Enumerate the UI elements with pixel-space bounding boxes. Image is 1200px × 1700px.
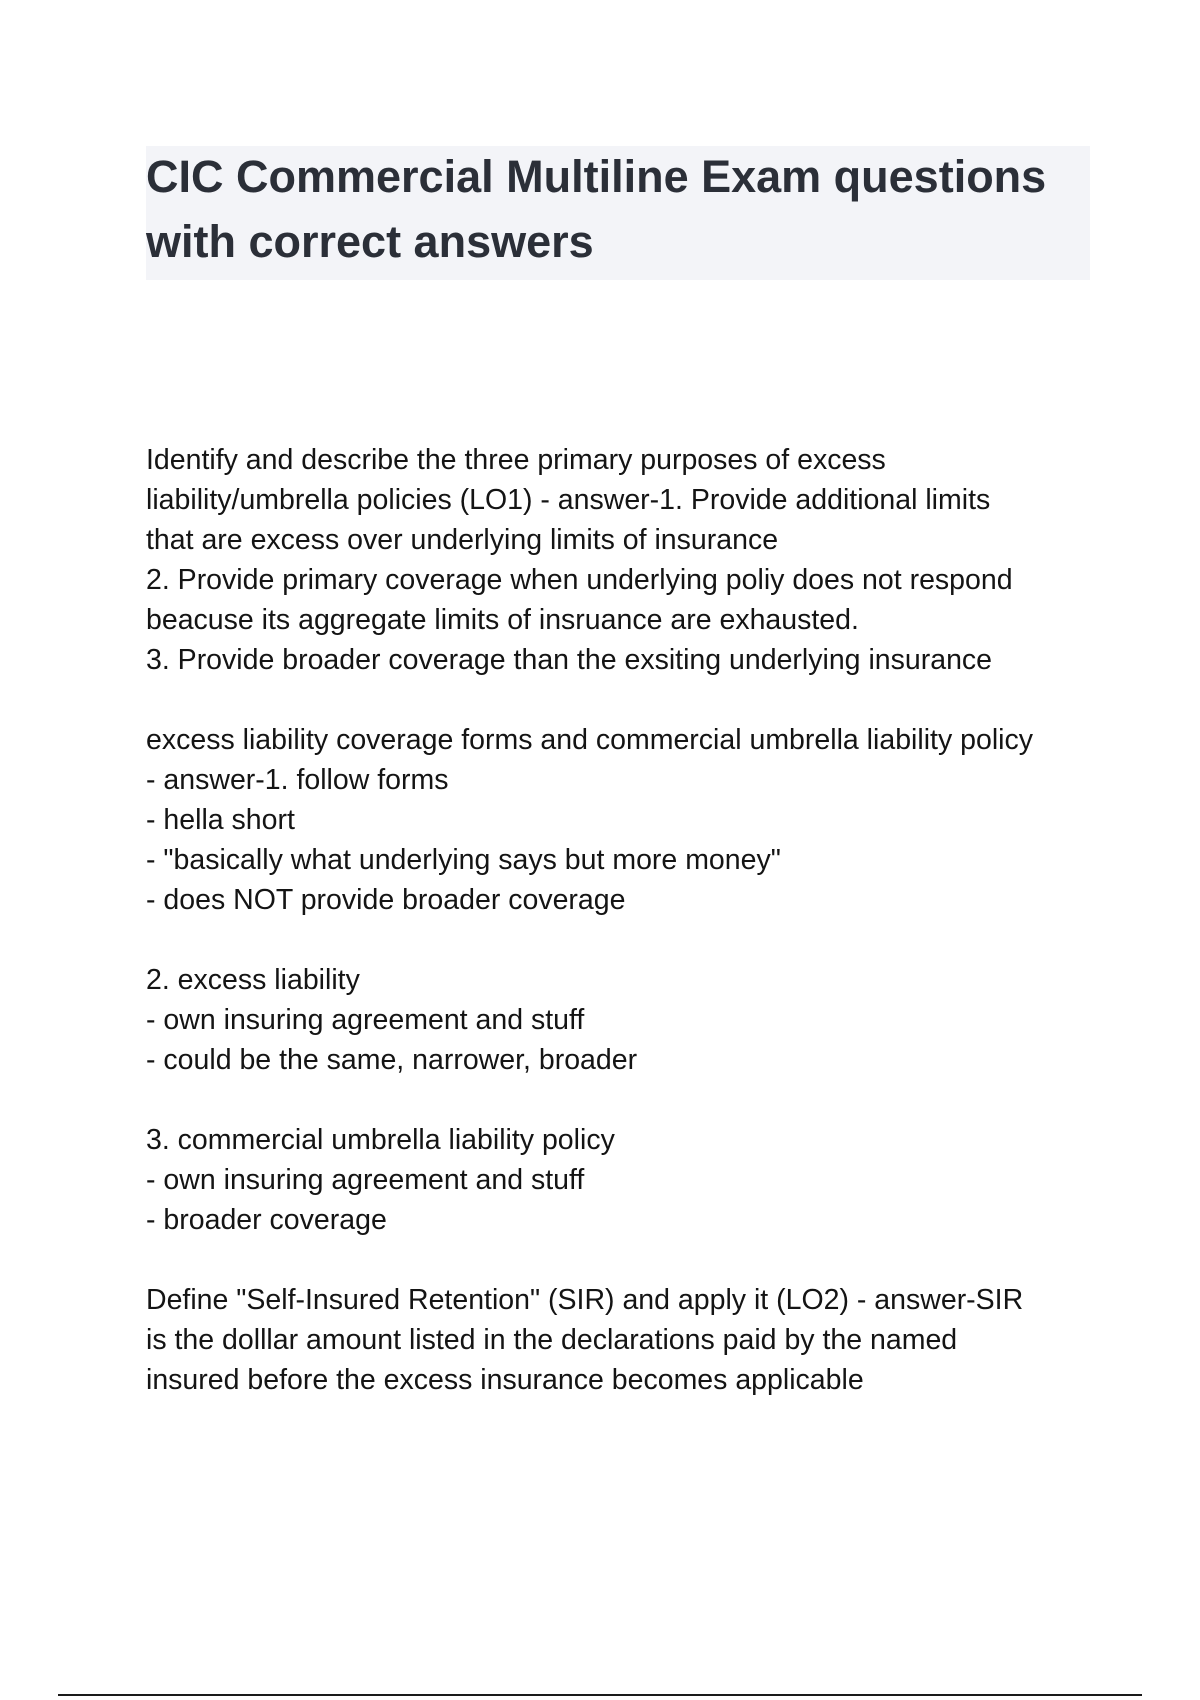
document-body (146, 440, 1096, 1400)
body-line: liability/umbrella policies (LO1) - answer-1. Provide additional limits (146, 484, 991, 516)
body-line: - does NOT provide broader coverage (146, 884, 626, 916)
document-title-line-2: with correct answers (146, 216, 594, 267)
body-line: - hella short (146, 804, 295, 836)
paragraph-gap (146, 920, 1096, 960)
body-line: - "basically what underlying says but more money" (146, 844, 781, 876)
body-line: - broader coverage (146, 1204, 387, 1236)
body-line: 3. Provide broader coverage than the exsiting underlying insurance (146, 644, 993, 676)
body-line: 2. excess liability (146, 964, 360, 996)
body-line: - could be the same, narrower, broader (146, 1044, 638, 1076)
body-line: that are excess over underlying limits of insurance (146, 524, 779, 556)
body-line: insured before the excess insurance becomes applicable (146, 1364, 864, 1396)
document-title-line-1: CIC Commercial Multiline Exam questions (146, 151, 1047, 202)
body-line: beacuse its aggregate limits of insruance are exhausted. (146, 604, 859, 636)
paragraph-gap (146, 1240, 1096, 1280)
body-line: excess liability coverage forms and commercial umbrella liability policy (146, 724, 1033, 756)
document-title-block (146, 146, 1090, 280)
paragraph-gap (146, 1080, 1096, 1120)
body-line: is the dolllar amount listed in the declarations paid by the named (146, 1324, 958, 1356)
body-line: - own insuring agreement and stuff (146, 1004, 585, 1036)
body-line: Define "Self-Insured Retention" (SIR) and apply it (LO2) - answer-SIR (146, 1284, 1024, 1316)
body-line: - own insuring agreement and stuff (146, 1164, 585, 1196)
body-line: Identify and describe the three primary purposes of excess (146, 444, 886, 476)
body-line: 3. commercial umbrella liability policy (146, 1124, 615, 1156)
body-line: - answer-1. follow forms (146, 764, 449, 796)
body-line: 2. Provide primary coverage when underlying poliy does not respond (146, 564, 1013, 596)
paragraph-gap (146, 680, 1096, 720)
page-bottom-rule (58, 1694, 1142, 1696)
